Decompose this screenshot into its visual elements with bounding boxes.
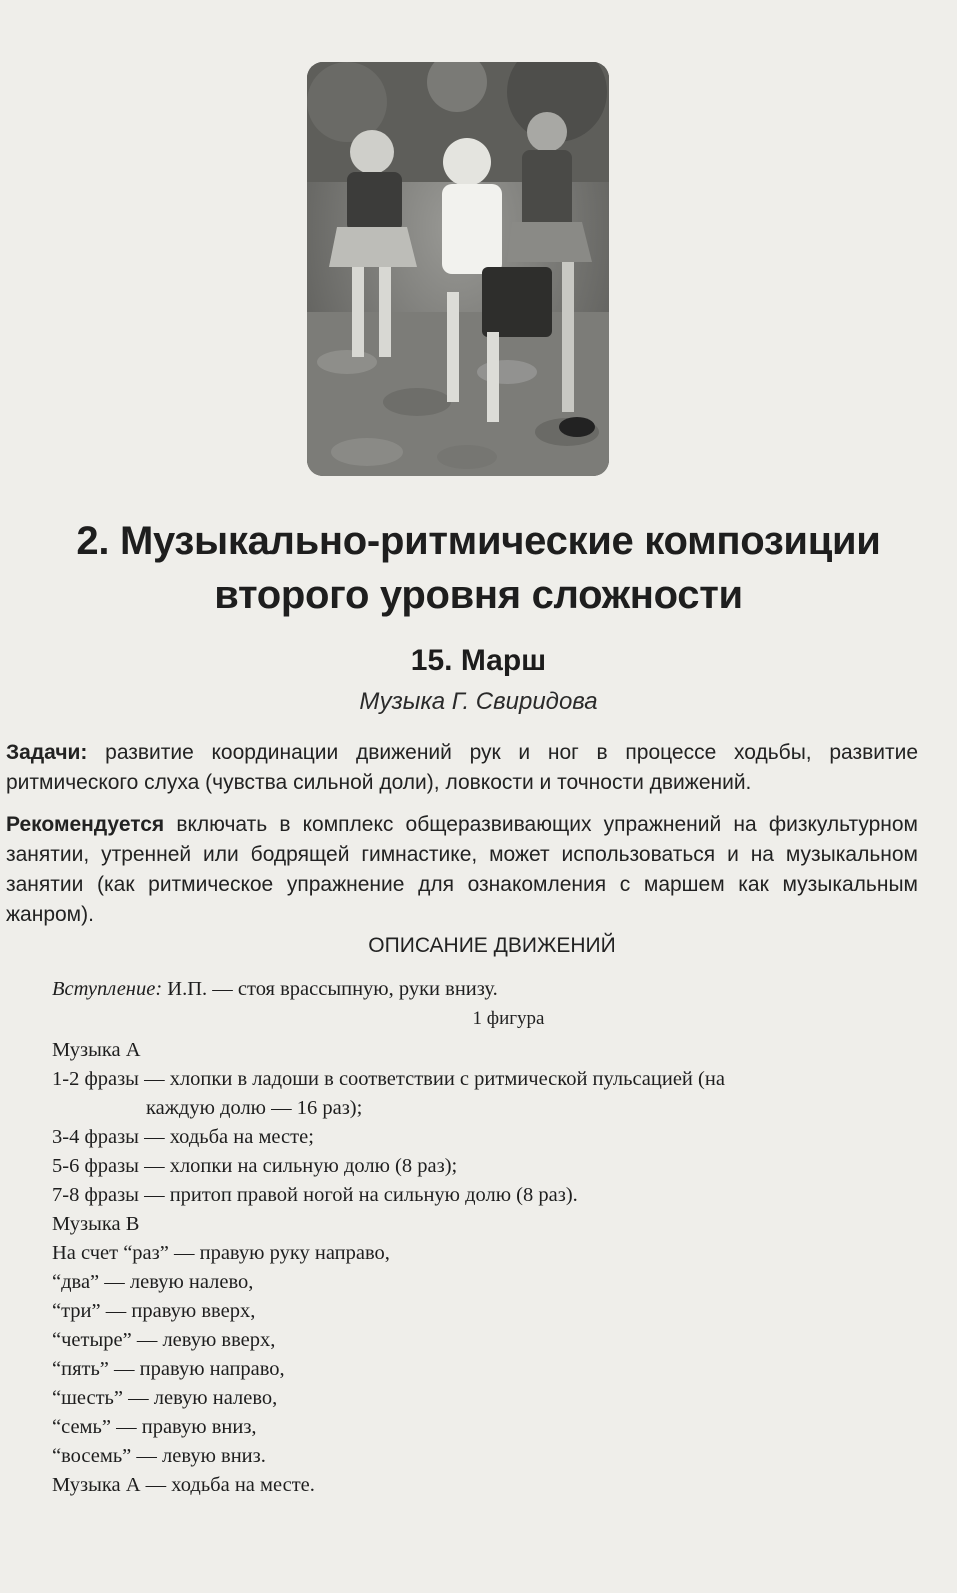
photo-illustration: [307, 62, 609, 476]
movement-line: “пять” — правую направо,: [52, 1358, 285, 1380]
movement-line: “три” — правую вверх,: [52, 1300, 256, 1322]
children-dancing-photo: [307, 62, 609, 476]
chapter-heading: [0, 514, 957, 622]
movement-line: 3-4 фразы — ходьба на месте;: [52, 1126, 314, 1148]
item-title: 15. Марш: [410, 644, 547, 677]
movement-line: “четыре” — левую вверх,: [52, 1329, 276, 1351]
tasks-label: Задачи:: [6, 741, 88, 764]
figure-label: 1 фигура: [472, 1008, 545, 1029]
movement-line: “семь” — правую вниз,: [52, 1416, 257, 1438]
movement-line: “два” — левую налево,: [52, 1271, 254, 1293]
description-title: ОПИСАНИЕ ДВИЖЕНИЙ: [368, 934, 616, 957]
intro-text: И.П. — стоя врассыпную, руки внизу.: [162, 978, 498, 1000]
movement-line: 1-2 фразы — хлопки в ладоши в соответствии с ритмической пульсацией (на: [52, 1068, 725, 1090]
movement-line: На счет “раз” — правую руку направо,: [52, 1242, 390, 1264]
recommended-label: Рекомендуется: [6, 813, 165, 836]
movement-line: 5-6 фразы — хлопки на сильную долю (8 раз);: [52, 1155, 458, 1177]
chapter-heading-line1: 2. Музыкально-ритмические композиции: [76, 519, 881, 563]
movement-line-continuation: каждую долю — 16 раз);: [146, 1097, 363, 1119]
recommended-paragraph: [6, 810, 918, 930]
intro-line: [52, 975, 922, 1004]
intro-label: Вступление:: [52, 978, 163, 1000]
chapter-heading-line2: второго уровня сложности: [214, 573, 743, 617]
recommended-text: включать в комплекс общеразвивающих упражнений на физкультурном занятии, утренней или бодрящей гимнастике, может использоваться и на музыкальном занятии (как ритмическое упражнение для ознакомления с маршем как музыкальным жанром).: [6, 813, 918, 926]
movement-line: “восемь” — левую вниз.: [52, 1445, 266, 1467]
tasks-paragraph: [6, 738, 918, 798]
item-composer: Музыка Г. Свиридова: [359, 688, 598, 715]
movement-line: Музыка А — ходьба на месте.: [52, 1474, 315, 1496]
music-label: Музыка А: [52, 1039, 141, 1061]
movement-line: “шесть” — левую налево,: [52, 1387, 278, 1409]
tasks-text: развитие координации движений рук и ног в процессе ходьбы, развитие ритмического слуха (чувства сильной доли), ловкости и точности движений.: [6, 741, 918, 794]
movement-lines: [52, 1036, 922, 1500]
music-label: Музыка В: [52, 1213, 140, 1235]
movement-line: 7-8 фразы — притоп правой ногой на сильную долю (8 раз).: [52, 1184, 578, 1206]
